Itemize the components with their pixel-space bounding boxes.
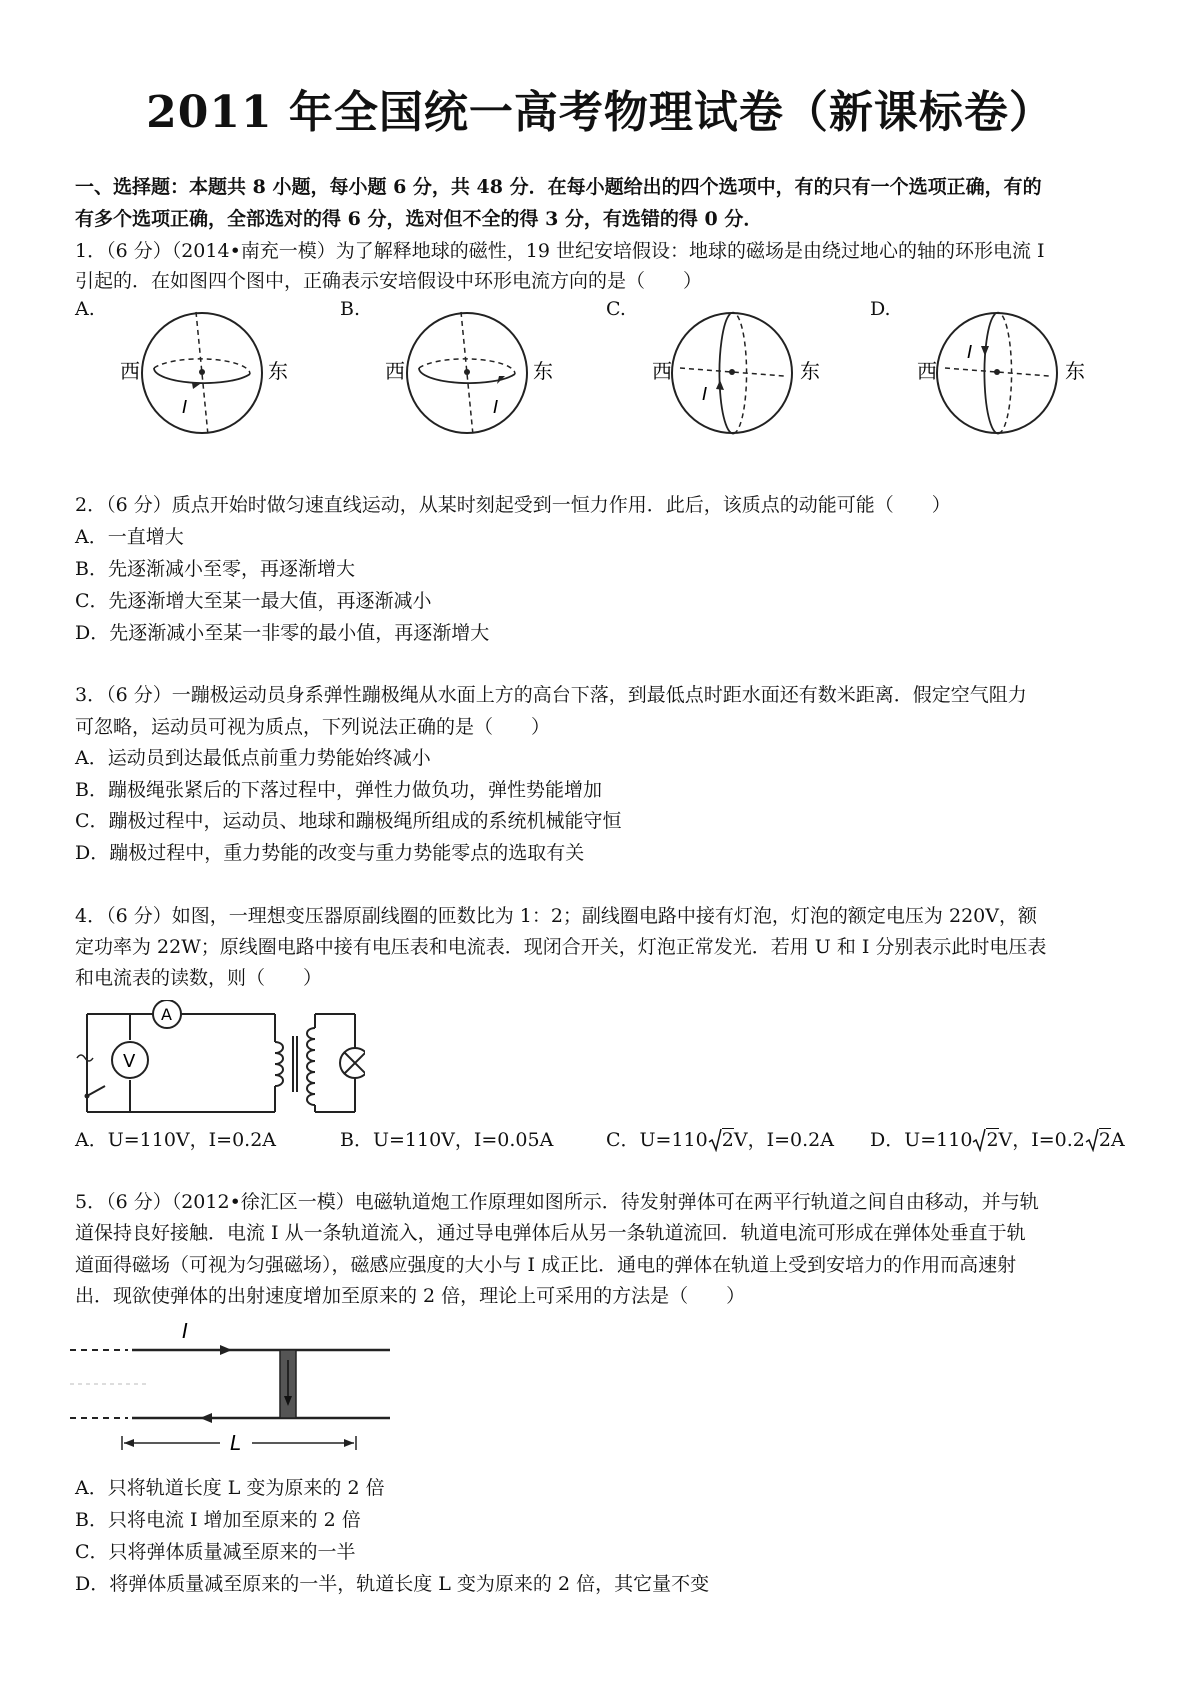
q3-stem-line1: 3．（6 分）一蹦极运动员身系弹性蹦极绳从水面上方的高台下落，到最低点时距水面还有数米距离．假定空气阻力 bbox=[75, 684, 1027, 706]
q4-option-d-suffix: A bbox=[1111, 1129, 1125, 1151]
q5-stem-line3: 道面得磁场（可视为匀强磁场），磁感应强度的大小与 I 成正比．通电的弹体在轨道上受到安培力的作用而高速射 bbox=[75, 1254, 1017, 1276]
q5-option-a: A．只将轨道长度 L 变为原来的 2 倍 bbox=[75, 1477, 385, 1499]
west-label: 西 bbox=[917, 359, 937, 383]
west-label: 西 bbox=[120, 359, 140, 383]
sqrt-sign: 2 bbox=[708, 1128, 734, 1152]
q4-option-c-prefix: C．U=110 bbox=[606, 1129, 708, 1151]
q5-option-d: D．将弹体质量减至原来的一半，轨道长度 L 变为原来的 2 倍，其它量不变 bbox=[75, 1573, 710, 1595]
q5-option-c: C．只将弹体质量减至原来的一半 bbox=[75, 1541, 356, 1563]
sqrt-sign: 2 bbox=[972, 1128, 998, 1152]
q4-option-b: B．U=110V，I=0.05A bbox=[340, 1129, 554, 1151]
q2-stem: 2．（6 分）质点开始时做匀速直线运动，从某时刻起受到一恒力作用．此后，该质点的动能可能（ ） bbox=[75, 494, 951, 516]
q1-figure-c bbox=[630, 310, 830, 440]
q4-option-d-middle: V，I=0.2 bbox=[998, 1129, 1085, 1151]
east-label: 东 bbox=[533, 359, 553, 383]
east-label: 东 bbox=[800, 359, 820, 383]
q1-option-b-label: B. bbox=[340, 298, 361, 320]
current-label: I bbox=[702, 384, 708, 405]
east-label: 东 bbox=[268, 359, 288, 383]
q4-option-c bbox=[606, 1125, 834, 1152]
q1-option-c-label: C. bbox=[606, 298, 626, 320]
q1-option-a-label: A. bbox=[75, 298, 95, 320]
q4-transformer-circuit bbox=[75, 1000, 365, 1125]
west-label: 西 bbox=[652, 359, 672, 383]
page-title: 2011 年全国统一高考物理试卷（新课标卷） bbox=[146, 87, 1054, 138]
q3-option-d: D．蹦极过程中，重力势能的改变与重力势能零点的选取有关 bbox=[75, 842, 585, 864]
q1-stem-line2: 引起的．在如图四个图中，正确表示安培假设中环形电流方向的是（ ） bbox=[75, 270, 703, 292]
sqrt-sign: 2 bbox=[1085, 1128, 1111, 1152]
ammeter-label: A bbox=[161, 1005, 172, 1024]
q4-option-d-prefix: D．U=110 bbox=[870, 1129, 973, 1151]
q1-figure-b bbox=[365, 310, 565, 440]
q1-option-d-label: D. bbox=[870, 298, 891, 320]
q5-stem-line2: 道保持良好接触．电流 I 从一条轨道流入，通过导电弹体后从另一条轨道流回．轨道电流可形成在弹体处垂直于轨 bbox=[75, 1222, 1026, 1244]
q3-option-a: A．运动员到达最低点前重力势能始终减小 bbox=[75, 747, 431, 769]
current-label: I bbox=[493, 397, 499, 418]
q4-option-d bbox=[870, 1125, 1125, 1152]
section-instructions-line1: 一、选择题：本题共 8 小题，每小题 6 分，共 48 分．在每小题给出的四个选项中，有的只有一个选项正确，有的 bbox=[75, 176, 1042, 198]
q2-option-c: C．先逐渐增大至某一最大值，再逐渐减小 bbox=[75, 590, 432, 612]
q2-option-d: D．先逐渐减小至某一非零的最小值，再逐渐增大 bbox=[75, 622, 490, 644]
east-label: 东 bbox=[1065, 359, 1085, 383]
q5-stem-line1: 5．（6 分）（2012•徐汇区一模）电磁轨道炮工作原理如图所示．待发射弹体可在两平行轨道之间自由移动，并与轨 bbox=[75, 1191, 1039, 1213]
q4-stem-line3: 和电流表的读数，则（ ） bbox=[75, 967, 323, 989]
q4-stem-line1: 4．（6 分）如图，一理想变压器原副线圈的匝数比为 1：2；副线圈电路中接有灯泡，灯泡的额定电压为 220V，额 bbox=[75, 905, 1037, 927]
q4-stem-line2: 定功率为 22W；原线圈电路中接有电压表和电流表．现闭合开关，灯泡正常发光．若用 U 和 I 分别表示此时电压表 bbox=[75, 936, 1047, 958]
q1-figure-d bbox=[895, 310, 1095, 440]
q1-figure-a bbox=[100, 310, 300, 440]
q1-stem-line1: 1．（6 分）（2014•南充一模）为了解释地球的磁性，19 世纪安培假设：地球的磁场是由绕过地心的轴的环形电流 I bbox=[75, 240, 1045, 262]
q2-option-b: B．先逐渐减小至零，再逐渐增大 bbox=[75, 558, 355, 580]
q4-option-c-suffix: V，I=0.2A bbox=[733, 1129, 834, 1151]
current-label: I bbox=[182, 397, 188, 418]
current-label: I bbox=[967, 342, 973, 363]
q5-railgun-diagram bbox=[70, 1318, 400, 1458]
section-instructions-line2: 有多个选项正确，全部选对的得 6 分，选对但不全的得 3 分，有选错的得 0 分． bbox=[75, 208, 763, 230]
current-label: I bbox=[182, 1319, 188, 1343]
q5-option-b: B．只将电流 I 增加至原来的 2 倍 bbox=[75, 1509, 361, 1531]
q2-option-a: A．一直增大 bbox=[75, 526, 184, 548]
q4-option-a: A．U=110V，I=0.2A bbox=[75, 1129, 277, 1151]
q3-option-c: C．蹦极过程中，运动员、地球和蹦极绳所组成的系统机械能守恒 bbox=[75, 810, 622, 832]
q3-stem-line2: 可忽略，运动员可视为质点，下列说法正确的是（ ） bbox=[75, 716, 551, 738]
voltmeter-label: V bbox=[123, 1051, 136, 1072]
q3-option-b: B．蹦极绳张紧后的下落过程中，弹性力做负功，弹性势能增加 bbox=[75, 779, 602, 801]
west-label: 西 bbox=[385, 359, 405, 383]
length-label: L bbox=[230, 1431, 242, 1455]
q5-stem-line4: 出．现欲使弹体的出射速度增加至原来的 2 倍，理论上可采用的方法是（ ） bbox=[75, 1285, 746, 1307]
